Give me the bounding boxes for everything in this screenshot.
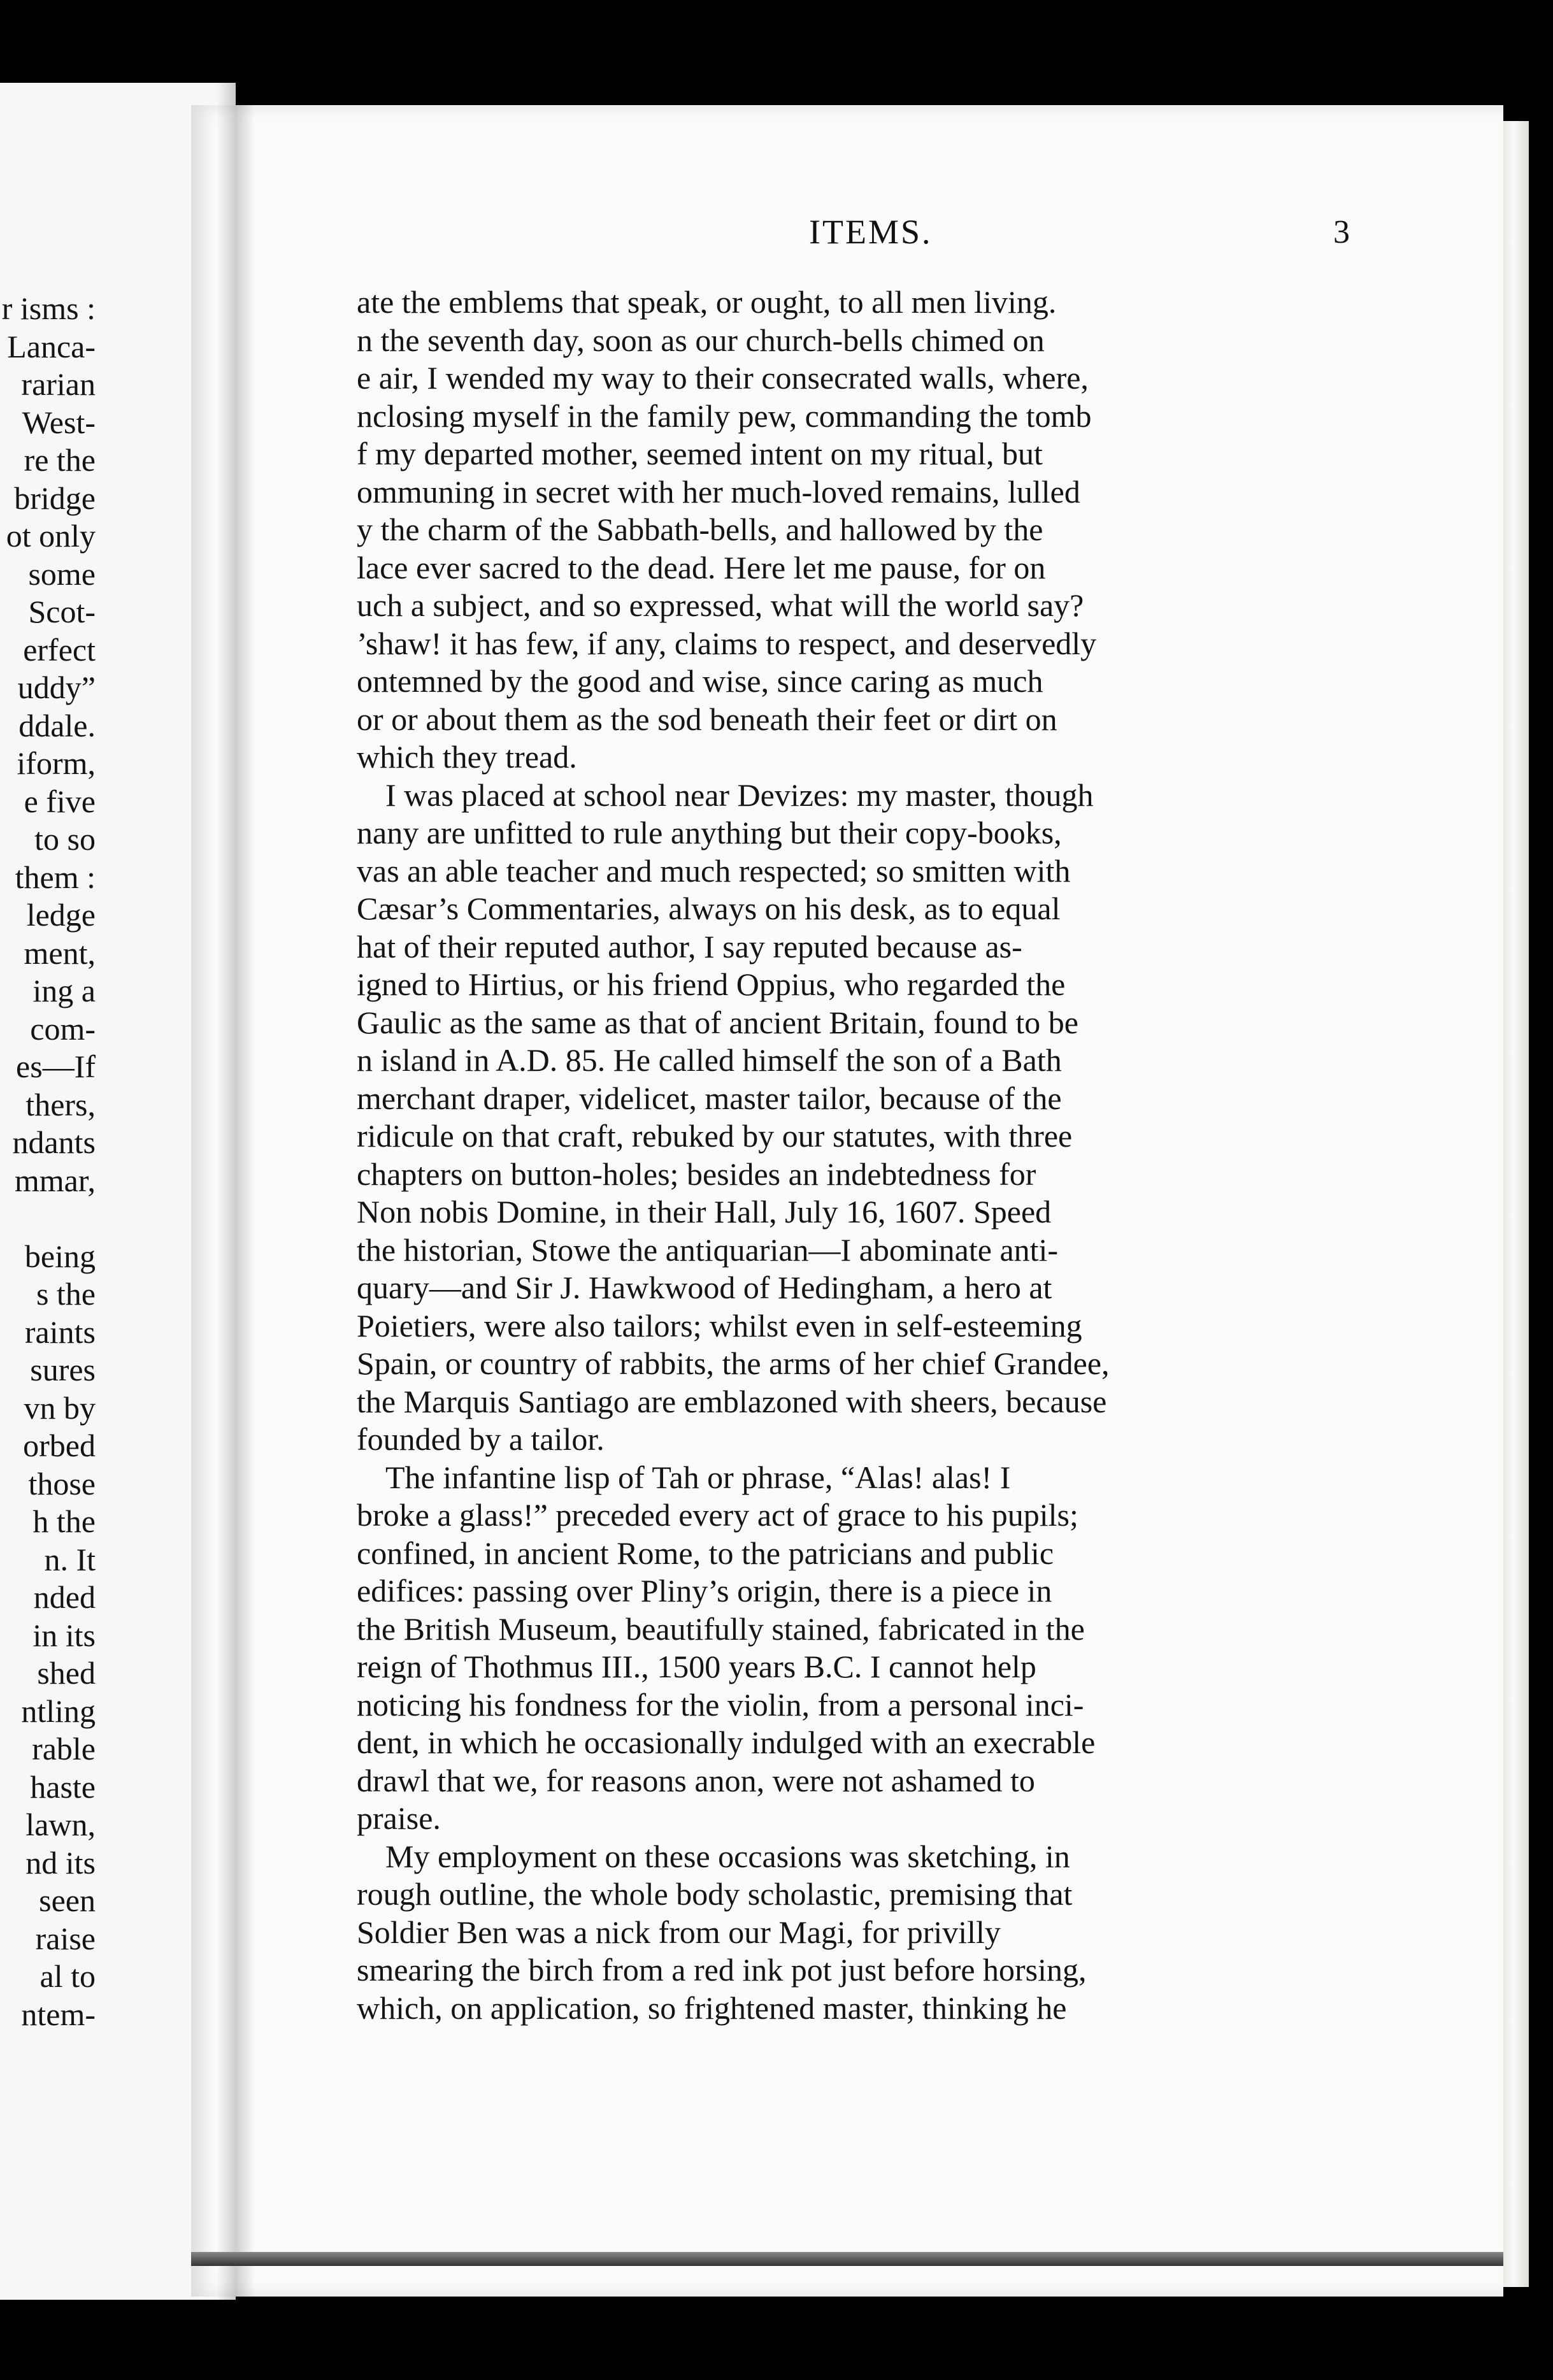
text-line: ridicule on that craft, rebuked by our statutes, with three <box>357 1118 1073 1154</box>
text-line: Non nobis Domine, in their Hall, July 16, 1607. Speed <box>357 1194 1052 1229</box>
facing-page-fragment: raints <box>24 1314 96 1350</box>
facing-page-fragment: r isms : <box>1 290 96 326</box>
text-line: noticing his fondness for the violin, from a personal inci- <box>357 1686 1084 1723</box>
text-line: broke a glass!” preceded every act of grace to his pupils; <box>357 1497 1078 1533</box>
text-line: founded by a tailor. <box>357 1421 605 1457</box>
text-line: ’shaw! it has few, if any, claims to respect, and deservedly <box>357 625 1097 661</box>
facing-page-fragment: raise <box>35 1920 96 1956</box>
text-line: Gaulic as the same as that of ancient Britain, found to be <box>357 1004 1078 1040</box>
page-number: 3 <box>1333 214 1350 250</box>
text-line: I was placed at school near Devizes: my master, though <box>385 777 1094 813</box>
text-line: ontemned by the good and wise, since caring as much <box>357 663 1043 699</box>
facing-page-fragment: nded <box>33 1579 96 1615</box>
text-line: or or about them as the sod beneath their feet or dirt on <box>357 701 1057 737</box>
facing-page-fragment: re the <box>24 442 96 478</box>
facing-page-fragment: ntem- <box>21 1996 96 2032</box>
page-edge <box>1503 121 1529 2287</box>
facing-page-fragment: shed <box>37 1655 96 1691</box>
text-line: f my departed mother, seemed intent on my ritual, but <box>357 436 1043 471</box>
facing-page-fragment: ledge <box>26 897 96 933</box>
facing-page-fragment: h the <box>32 1503 96 1539</box>
book-gutter <box>217 83 255 2300</box>
text-line: which, on application, so frightened master, thinking he <box>357 1989 1067 2026</box>
facing-page-fragment: com- <box>30 1010 96 1047</box>
facing-page-fragment: sures <box>30 1352 96 1387</box>
facing-page-fragment: Lanca- <box>7 328 96 364</box>
text-line: Spain, or country of rabbits, the arms of her chief Grandee, <box>357 1345 1110 1381</box>
facing-page-fragment: haste <box>30 1768 96 1805</box>
page-bottom-shadow <box>191 2252 1503 2266</box>
text-line: n island in A.D. 85. He called himself the son of a Bath <box>357 1042 1062 1078</box>
text-line: lace ever sacred to the dead. Here let me pause, for on <box>357 549 1046 585</box>
text-line: the British Museum, beautifully stained, fabricated in the <box>357 1610 1085 1647</box>
text-line: nclosing myself in the family pew, commanding the tomb <box>357 398 1092 434</box>
text-line: quary—and Sir J. Hawkwood of Hedingham, a hero at <box>357 1270 1052 1305</box>
text-line: Poietiers, were also tailors; whilst even in self-esteeming <box>357 1307 1082 1344</box>
facing-page-fragment: ntling <box>21 1693 96 1729</box>
facing-page-fragment: West- <box>22 404 96 440</box>
facing-page-fragment: n. It <box>44 1541 96 1577</box>
text-line: nany are unfitted to rule anything but their copy-books, <box>357 815 1062 850</box>
facing-page-fragment: s the <box>36 1276 96 1312</box>
facing-page-fragment: ot only <box>6 518 96 554</box>
facing-page-fragment: erfect <box>23 631 96 668</box>
paragraph <box>357 283 1350 777</box>
facing-page-fragment: seen <box>39 1882 96 1918</box>
facing-page-fragment: al to <box>39 1958 96 1994</box>
text-line: reign of Thothmus III., 1500 years B.C. I cannot help <box>357 1649 1036 1684</box>
paragraph <box>357 1838 1350 2028</box>
text-line: Cæsar’s Commentaries, always on his desk, as to equal <box>357 891 1061 926</box>
facing-page-text-fragments <box>0 290 96 2033</box>
text-line: hat of their reputed author, I say reputed because as- <box>357 928 1022 964</box>
text-line: which they tread. <box>357 739 577 775</box>
text-line: igned to Hirtius, or his friend Oppius, who regarded the <box>357 966 1066 1002</box>
facing-page-fragment: some <box>28 556 96 592</box>
text-line: e air, I wended my way to their consecrated walls, where, <box>357 360 1089 396</box>
page-header <box>0 212 1553 263</box>
facing-page-fragment: in its <box>32 1617 96 1653</box>
facing-page-fragment: es—If <box>16 1049 96 1084</box>
facing-page-fragment: uddy” <box>17 670 96 705</box>
facing-page-fragment: mmar, <box>14 1162 96 1198</box>
facing-page-fragment: rable <box>32 1731 96 1767</box>
text-line: Soldier Ben was a nick from our Magi, for privilly <box>357 1914 1001 1950</box>
text-line: The infantine lisp of Tah or phrase, “Alas! alas! I <box>385 1459 1011 1495</box>
facing-page-fragment: vn by <box>24 1389 96 1426</box>
text-line: merchant draper, videlicet, master tailor, because of the <box>357 1080 1062 1116</box>
text-line: My employment on these occasions was sketching, in <box>385 1838 1070 1874</box>
paragraph <box>357 777 1350 1459</box>
text-line: smearing the birch from a red ink pot just before horsing, <box>357 1952 1087 1988</box>
facing-page-fragment: being <box>24 1238 96 1274</box>
paragraph <box>357 1459 1350 1838</box>
running-title: ITEMS. <box>809 213 933 251</box>
text-line: rough outline, the whole body scholastic, premising that <box>357 1876 1073 1912</box>
text-line: confined, in ancient Rome, to the patricians and public <box>357 1535 1054 1571</box>
text-line: praise. <box>357 1800 441 1836</box>
facing-page-fragment: bridge <box>14 480 96 516</box>
text-line: n the seventh day, soon as our church-bells chimed on <box>357 322 1045 358</box>
facing-page-fragment: ment, <box>24 935 96 971</box>
text-line: chapters on button-holes; besides an indebtedness for <box>357 1156 1036 1192</box>
facing-page-fragment: those <box>28 1465 96 1502</box>
text-line: dent, in which he occasionally indulged with an execrable <box>357 1724 1096 1760</box>
facing-page-fragment: ndants <box>12 1124 96 1160</box>
body-text <box>357 283 1350 2027</box>
text-line: uch a subject, and so expressed, what will the world say? <box>357 587 1084 623</box>
facing-page-fragment: orbed <box>23 1428 96 1463</box>
facing-page-fragment: Scot- <box>28 594 96 629</box>
facing-page-fragment: to so <box>34 821 96 857</box>
facing-page-fragment: iform, <box>17 745 96 781</box>
text-line: the Marquis Santiago are emblazoned with sheers, because <box>357 1383 1107 1419</box>
facing-page-fragment: thers, <box>25 1086 96 1122</box>
facing-page-fragment: rarian <box>21 366 96 402</box>
text-line: drawl that we, for reasons anon, were not ashamed to <box>357 1762 1035 1798</box>
facing-page-fragment: e five <box>24 783 96 819</box>
facing-page-fragment: ddale. <box>18 707 96 743</box>
text-line: edifices: passing over Pliny’s origin, there is a piece in <box>357 1573 1052 1609</box>
text-line: the historian, Stowe the antiquarian—I abominate anti- <box>357 1231 1059 1268</box>
facing-page-fragment: them : <box>15 859 96 895</box>
facing-page-fragment: nd its <box>25 1844 96 1881</box>
facing-page-fragment: ing a <box>32 973 96 1008</box>
text-line: vas an able teacher and much respected; so smitten with <box>357 852 1071 889</box>
text-line: ommuning in secret with her much-loved remains, lulled <box>357 473 1080 510</box>
text-line: y the charm of the Sabbath-bells, and hallowed by the <box>357 512 1043 547</box>
facing-page-fragment <box>0 1200 96 1238</box>
text-line: ate the emblems that speak, or ought, to all men living. <box>357 284 1057 320</box>
facing-page-fragment: lawn, <box>25 1807 96 1842</box>
